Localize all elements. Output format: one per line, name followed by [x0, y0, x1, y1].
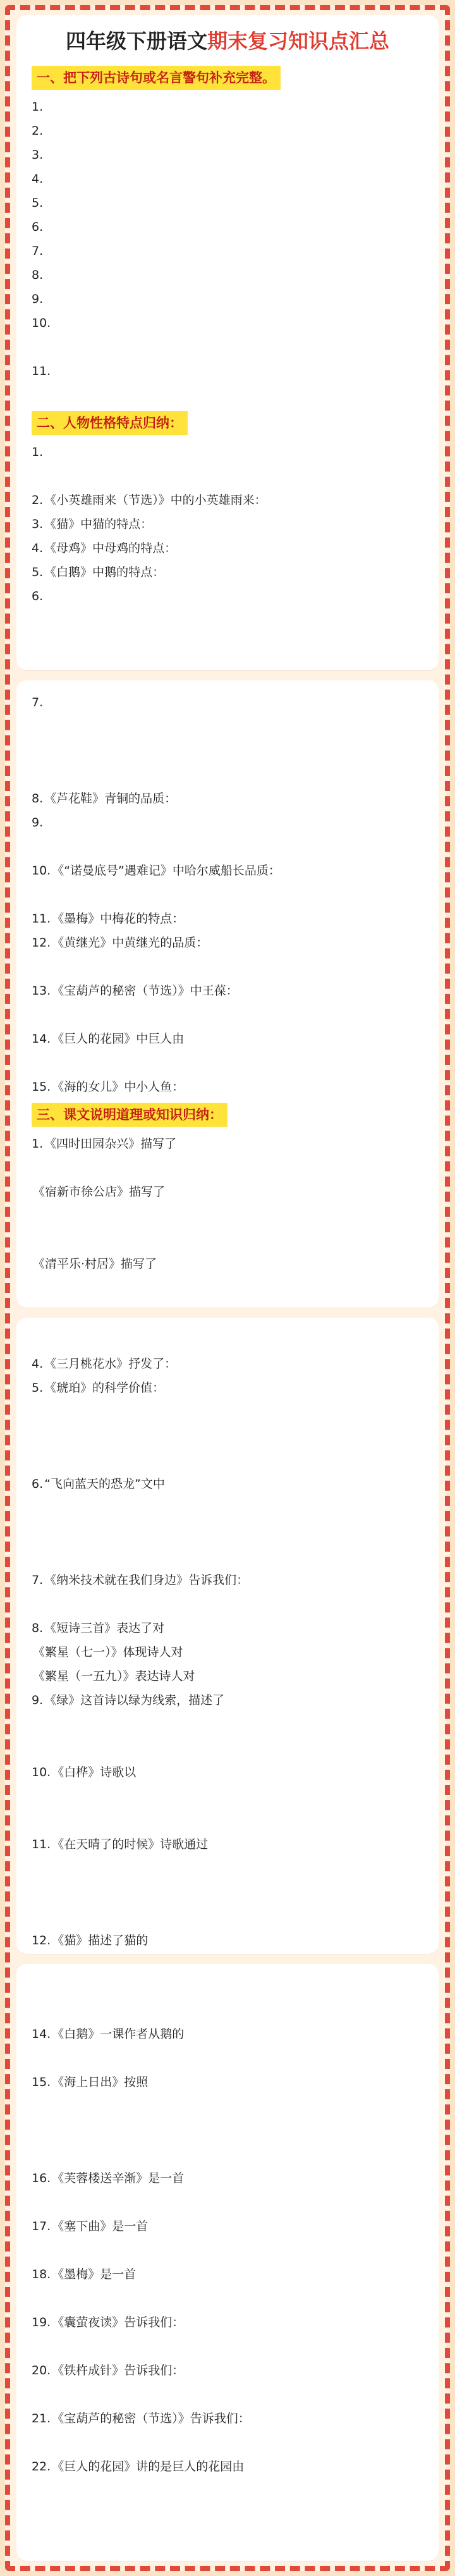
- review-item: [32, 1472, 423, 1496]
- item-text: 《墨梅》中梅花的特点：: [52, 912, 185, 926]
- page-title-lead: 四年级下册语文: [65, 29, 207, 53]
- item-number: 16.: [32, 2171, 51, 2185]
- review-item: [32, 2358, 423, 2383]
- review-item: [32, 167, 423, 191]
- content-card: [16, 680, 439, 1308]
- review-item: [32, 488, 423, 512]
- review-item: [32, 1974, 423, 1998]
- review-item: [32, 335, 423, 359]
- review-item: [32, 464, 423, 488]
- review-item: [32, 1520, 423, 1544]
- review-item: [32, 2142, 423, 2166]
- review-item: [32, 1640, 423, 1664]
- item-number: 20.: [32, 2364, 51, 2377]
- review-item: [32, 739, 423, 763]
- item-text: 《巨人的花园》中巨人由: [52, 1032, 185, 1046]
- review-item: [32, 1832, 423, 1856]
- review-item: [32, 2238, 423, 2262]
- review-item: [32, 143, 423, 167]
- review-item: [32, 311, 423, 335]
- review-item: [32, 608, 423, 632]
- item-text: 《清平乐·村居》描写了: [33, 1257, 157, 1271]
- item-number: 1.: [32, 445, 44, 459]
- review-item: [32, 2383, 423, 2407]
- review-item: [32, 1132, 423, 1156]
- item-number: 7.: [32, 696, 44, 709]
- item-text: 《墨梅》是一首: [52, 2267, 136, 2281]
- review-item: [32, 2310, 423, 2334]
- item-number: 8.: [32, 1621, 44, 1635]
- item-number: 3.: [32, 148, 44, 162]
- item-text: 《“诺曼底号”遇难记》中哈尔威船长品质：: [52, 864, 281, 878]
- review-item: [32, 1352, 423, 1376]
- review-item: [32, 1544, 423, 1568]
- section-heading: 三、课文说明道理或知识归纳：: [32, 1103, 228, 1127]
- item-number: 6.: [32, 589, 44, 603]
- review-item: [32, 955, 423, 979]
- item-number: 11.: [32, 1837, 51, 1851]
- review-item: [32, 1051, 423, 1075]
- review-item: [32, 1808, 423, 1832]
- item-text: 《母鸡》中母鸡的特点：: [44, 541, 177, 555]
- review-item: [32, 1998, 423, 2022]
- review-item: [32, 1156, 423, 1180]
- review-item: [32, 1664, 423, 1688]
- review-item: [32, 215, 423, 239]
- item-text: 《铁杵成针》告诉我们：: [52, 2364, 185, 2377]
- item-text: 《猫》描述了猫的: [52, 1934, 149, 1947]
- item-text: 《巨人的花园》讲的是巨人的花园由: [52, 2460, 245, 2474]
- review-item: [32, 119, 423, 143]
- item-number: 8.: [32, 792, 44, 806]
- item-number: 15.: [32, 1080, 51, 1094]
- review-item: [32, 763, 423, 787]
- review-item: [32, 1424, 423, 1448]
- item-number: 21.: [32, 2412, 51, 2426]
- item-text: 《白鹅》一课作者从鹅的: [52, 2027, 185, 2041]
- item-number: 12.: [32, 936, 51, 950]
- review-item: [32, 1328, 423, 1352]
- item-number: 2.: [32, 124, 44, 138]
- item-number: 9.: [32, 816, 44, 830]
- review-item: [32, 1880, 423, 1904]
- item-number: 4.: [32, 172, 44, 186]
- review-item: [32, 1568, 423, 1592]
- review-item: [32, 1904, 423, 1929]
- page-title-accent: 期末复习知识点汇总: [207, 29, 390, 53]
- review-item: [32, 2334, 423, 2358]
- review-item: [32, 536, 423, 560]
- review-item: [32, 2022, 423, 2046]
- item-text: 《小英雄雨来（节选）》中的小英雄雨来：: [44, 493, 267, 507]
- section-heading: 一、把下列古诗句或名言警句补充完整。: [32, 66, 281, 90]
- review-item: [32, 1228, 423, 1252]
- review-item: [32, 1736, 423, 1760]
- item-text: 《芙蓉楼送辛渐》是一首: [52, 2171, 185, 2185]
- review-item: [32, 2094, 423, 2118]
- item-text: 《宿新市徐公店》描写了: [33, 1185, 166, 1199]
- review-item: [32, 787, 423, 811]
- review-item: [32, 440, 423, 464]
- review-item: [32, 2070, 423, 2094]
- review-item: [32, 1856, 423, 1880]
- item-number: 10.: [32, 1765, 51, 1779]
- review-item: [32, 1448, 423, 1472]
- item-number: 13.: [32, 984, 51, 998]
- review-item: [32, 2046, 423, 2070]
- review-item: [32, 1027, 423, 1051]
- review-item: [32, 239, 423, 263]
- review-item: [32, 883, 423, 907]
- review-item: [32, 2190, 423, 2214]
- review-item: [32, 2166, 423, 2190]
- review-item: [32, 383, 423, 407]
- review-item: [32, 1376, 423, 1400]
- review-item: [32, 191, 423, 215]
- item-number: 1.: [32, 1137, 44, 1151]
- review-item: [32, 715, 423, 739]
- item-number: 22.: [32, 2460, 51, 2474]
- review-item: [32, 2286, 423, 2310]
- item-text: 《芦花鞋》青铜的品质：: [44, 792, 177, 806]
- item-number: 4.: [32, 1357, 44, 1371]
- review-item: [32, 1784, 423, 1808]
- review-item: [32, 2503, 423, 2527]
- item-text: 《海上日出》按照: [52, 2075, 149, 2089]
- review-item: [32, 1276, 423, 1300]
- item-number: 8.: [32, 268, 44, 282]
- review-item: [32, 2262, 423, 2286]
- item-number: 18.: [32, 2267, 51, 2281]
- item-number: 1.: [32, 100, 44, 114]
- item-text: “飞向蓝天的恐龙”文中: [44, 1477, 165, 1491]
- review-item: [32, 2455, 423, 2479]
- review-item: [32, 95, 423, 119]
- review-item: [32, 2479, 423, 2503]
- review-item: [32, 560, 423, 584]
- item-text: 《纳米技术就在我们身边》告诉我们：: [44, 1573, 249, 1587]
- item-number: 17.: [32, 2219, 51, 2233]
- item-number: 7.: [32, 1573, 44, 1587]
- review-item: [32, 263, 423, 287]
- item-text: 《三月桃花水》抒发了：: [44, 1357, 177, 1371]
- review-item: [32, 2214, 423, 2238]
- review-item: [32, 1496, 423, 1520]
- review-item: [32, 2407, 423, 2431]
- review-item: [32, 584, 423, 608]
- review-item: [32, 859, 423, 883]
- item-text: 《黄继光》中黄继光的品质：: [52, 936, 209, 950]
- review-item: [32, 512, 423, 536]
- review-item: [32, 931, 423, 955]
- item-number: 10.: [32, 316, 51, 330]
- review-item: [32, 811, 423, 835]
- item-number: 11.: [32, 912, 51, 926]
- review-item: [32, 1300, 423, 1308]
- item-text: 《在天晴了的时候》诗歌通过: [52, 1837, 209, 1851]
- item-number: 9.: [32, 292, 44, 306]
- item-text: 《囊萤夜读》告诉我们：: [52, 2315, 185, 2329]
- content-card: [16, 1964, 439, 2561]
- item-text: 《四时田园杂兴》描写了: [44, 1137, 177, 1151]
- item-text: 《绿》这首诗以绿为线索，描述了: [44, 1693, 225, 1707]
- review-item: [32, 1003, 423, 1027]
- review-item: [32, 979, 423, 1003]
- content-card: [16, 15, 439, 670]
- review-item: [32, 1929, 423, 1953]
- review-item: [32, 1400, 423, 1424]
- item-number: 10.: [32, 864, 51, 878]
- item-text: 《白桦》诗歌以: [52, 1765, 136, 1779]
- item-number: 5.: [32, 196, 44, 210]
- review-item: [32, 359, 423, 383]
- item-number: 6.: [32, 1477, 44, 1491]
- item-number: 15.: [32, 2075, 51, 2089]
- review-item: [32, 2118, 423, 2142]
- item-text: 《塞下曲》是一首: [52, 2219, 149, 2233]
- item-text: 《繁星（七一）》体现诗人对: [33, 1645, 183, 1659]
- review-item: [32, 835, 423, 859]
- review-item: [32, 1204, 423, 1228]
- review-item: [32, 690, 423, 715]
- item-number: 5.: [32, 565, 44, 579]
- review-item: [32, 1712, 423, 1736]
- item-number: 12.: [32, 1934, 51, 1947]
- item-text: 《宝葫芦的秘密（节选）》告诉我们：: [52, 2412, 250, 2426]
- item-number: 19.: [32, 2315, 51, 2329]
- review-item: [32, 907, 423, 931]
- review-item: [32, 1953, 423, 1954]
- section-heading: 二、人物性格特点归纳：: [32, 411, 188, 435]
- item-text: 《猫》中猫的特点：: [44, 517, 153, 531]
- item-number: 4.: [32, 541, 44, 555]
- item-number: 5.: [32, 1381, 44, 1395]
- review-item: [32, 1760, 423, 1784]
- item-text: 《琥珀》的科学价值：: [44, 1381, 165, 1395]
- item-text: 《白鹅》中鹅的特点：: [44, 565, 165, 579]
- item-number: 14.: [32, 2027, 51, 2041]
- review-item: [32, 1688, 423, 1712]
- content-card: [16, 1318, 439, 1954]
- review-item: [32, 2431, 423, 2455]
- item-text: 《繁星（一五九）》表达诗人对: [33, 1669, 195, 1683]
- item-number: 9.: [32, 1693, 44, 1707]
- review-item: [32, 1592, 423, 1616]
- item-text: 《宝葫芦的秘密（节选）》中王葆：: [52, 984, 238, 998]
- review-item: [32, 1180, 423, 1204]
- review-item: [32, 1075, 423, 1099]
- review-item: [32, 1252, 423, 1276]
- item-number: 2.: [32, 493, 44, 507]
- item-number: 3.: [32, 517, 44, 531]
- item-text: 《短诗三首》表达了对: [44, 1621, 165, 1635]
- page-title: [32, 25, 423, 57]
- review-item: [32, 287, 423, 311]
- review-item: [32, 1616, 423, 1640]
- item-number: 11.: [32, 364, 51, 378]
- item-number: 7.: [32, 244, 44, 258]
- item-number: 14.: [32, 1032, 51, 1046]
- item-text: 《海的女儿》中小人鱼：: [52, 1080, 185, 1094]
- item-number: 6.: [32, 220, 44, 234]
